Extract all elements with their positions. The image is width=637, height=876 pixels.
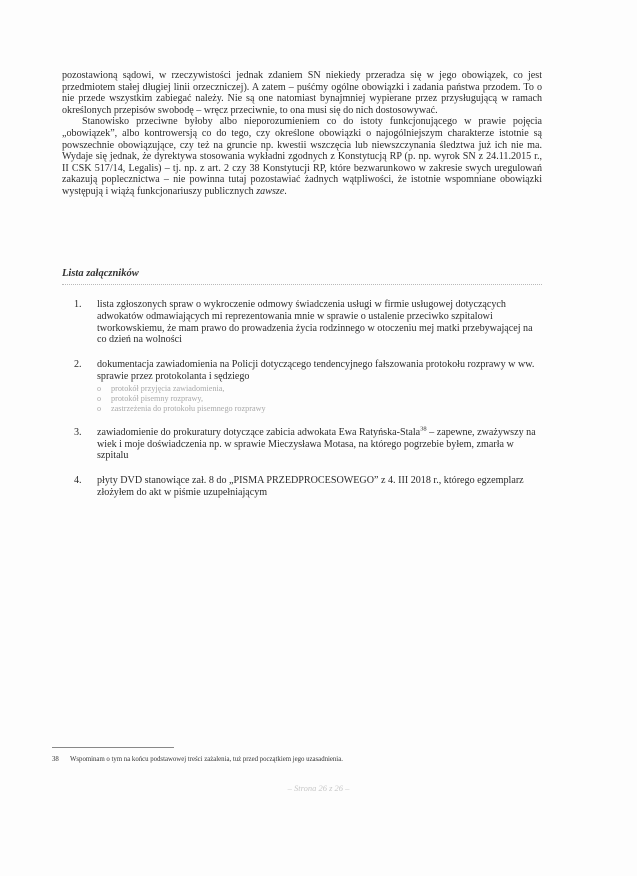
section-title: Lista załączników (62, 268, 139, 279)
sublist-item (97, 394, 540, 404)
attachment-number: 3. (74, 426, 82, 438)
sublist-item (97, 384, 540, 394)
attachment-text: płyty DVD stanowiące zał. 8 do „PISMA PRZEDPROCESOWEGO” z 4. III 2018 r., którego egzemplarz złożyłem do akt w piśmie uzupełniającym (97, 475, 524, 498)
sublist-item-text: protokół pisemny rozprawy, (111, 393, 204, 403)
body-text (62, 70, 542, 198)
attachment-sublist (97, 384, 540, 414)
attachment-item (70, 427, 540, 462)
paragraph (62, 116, 542, 197)
paragraph-text: Stanowisko przeciwne byłoby albo nieporozumieniem co do istoty funkcjonującego w prawie pojęcia „obowiązek”, albo kontrowersją co do tego, czy określone obowiązki o najogólniejszym charakterze istotnie są powszechnie obowiązujące, czy też na gruncie np. kwestii wszczęcia lub niewszczynania śledztwa już ich nie ma. Wydaje się jednak, że dyrektywa stosowania wykładni zgodnych z Konstytucją RP (p. np. wyrok SN z 24.11.2015 r., II CSK 517/14, Legalis) – tj. np. z art. 2 czy 38 Konstytucji RP, które bezwarunkowo w zakresie swych uregulowań zakazują poplecznictwa – nie powinna tutaj pozostawiać żadnych wątpliwości, że istotnie wspomniane obowiązki występują i wiążą funkcjonariuszy publicznych (62, 116, 542, 197)
paragraph-end: . (284, 185, 287, 197)
bullet-icon: o (97, 393, 102, 403)
attachment-number: 1. (74, 299, 82, 310)
footnote-ref[interactable]: 38 (420, 425, 427, 433)
sublist-item-text: protokół przyjęcia zawiadomienia, (111, 383, 225, 393)
paragraph: pozostawioną sądowi, w rzeczywistości jednak zdaniem SN niekiedy przeradza się w jego obowiązek, co jest przedmiotem stałej długiej linii orzeczniczej). A zatem – puśćmy ogólne obowiązki i zadania państwa przodem. To o nie przede wszystkim zabiegać należy. Nie są one natomiast bynajmniej wypierane przez przysługującą w ramach określonych przepisów swobodę – wręcz przeciwnie, to ona musi się do nich dostosowywać. (62, 70, 542, 116)
footnote-number: 38 (52, 756, 59, 763)
bullet-icon: o (97, 403, 102, 413)
section-divider (62, 284, 542, 285)
footnote-separator (52, 747, 174, 748)
attachment-text: lista zgłoszonych spraw o wykroczenie odmowy świadczenia usługi w firmie usługowej dotyczących adwokatów odmawiających mi reprezentowania mnie w sprawie o ustalenie przeciwko szpitalowi tworkowskiemu, że mam prawo do prowadzenia życia rodzinnego w otoczeniu mej matki przebywającej na co dzień na wolności (97, 299, 533, 346)
sublist-item (97, 404, 540, 414)
attachment-item (70, 299, 540, 346)
page-number: – Strona 26 z 26 – (287, 783, 350, 793)
footnote (52, 756, 572, 764)
attachment-text-cont: – zapewne, zważywszy na wiek i moje doświadczenia np. w sprawie Mieczysława Motasa, na którego pogrzebie byłem, zmarła w szpitalu (97, 426, 536, 462)
bullet-icon: o (97, 383, 102, 393)
attachment-item (70, 475, 540, 499)
emphasis: zawsze (256, 185, 285, 197)
attachment-text: dokumentacja zawiadomienia na Policji dotyczącego tendencyjnego fałszowania protokołu rozprawy w ww. sprawie przez protokolanta i sędziego (97, 359, 535, 382)
attachment-number: 2. (74, 359, 82, 371)
attachment-list (70, 299, 540, 512)
attachment-text: zawiadomienie do prokuratury dotyczące zabicia adwokata Ewa Ratyńska-Stala (97, 426, 421, 438)
attachment-number: 4. (74, 475, 82, 487)
sublist-item-text: zastrzeżenia do protokołu pisemnego rozprawy (111, 403, 266, 413)
attachment-item (70, 359, 540, 414)
footnote-text: Wspominam o tym na końcu podstawowej treści zażalenia, tuż przed początkiem jego uzasadnienia. (70, 756, 343, 763)
